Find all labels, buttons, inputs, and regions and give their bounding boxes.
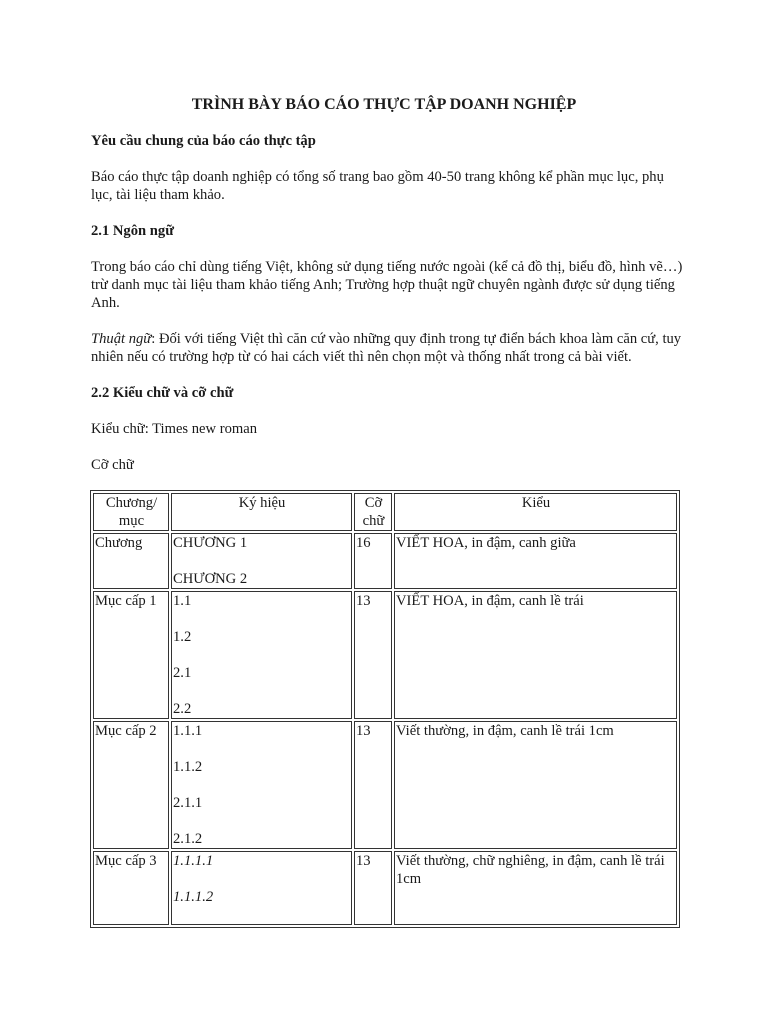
language-heading: 2.1 Ngôn ngữ — [91, 223, 174, 239]
term-label: Thuật ngữ — [91, 331, 152, 347]
row-symbol: 1.1 — [173, 593, 192, 609]
row-symbols — [171, 591, 352, 719]
row-symbol: 2.2 — [173, 701, 192, 717]
row-size: 16 — [354, 533, 392, 589]
font-heading: 2.2 Kiểu chữ và cỡ chữ — [91, 385, 234, 401]
row-style: Viết thường, in đậm, canh lề trái 1cm — [394, 721, 677, 849]
row-symbol: 2.1.1 — [173, 795, 203, 811]
row-style: VIẾT HOA, in đậm, canh lề trái — [394, 591, 677, 719]
row-size: 13 — [354, 851, 392, 925]
table-row — [93, 591, 677, 719]
row-size: 13 — [354, 721, 392, 849]
general-heading: Yêu cầu chung của báo cáo thực tập — [91, 133, 316, 149]
term-text: : Đối với tiếng Việt thì căn cứ vào những quy định trong tự điển bách khoa làm căn cứ, tuy nhiên nếu có trường hợp từ có hai cách viết thì nên chọn một và thống nhất trong cả bài viết. — [91, 331, 682, 365]
row-symbol: 1.1.1.2 — [173, 889, 214, 905]
row-symbol: 1.1.1 — [173, 723, 203, 739]
row-level: Mục cấp 1 — [93, 591, 169, 719]
row-symbols — [171, 721, 352, 849]
header-symbol: Ký hiệu — [171, 493, 352, 531]
row-symbol: CHƯƠNG 2 — [173, 571, 248, 587]
row-symbol: 1.2 — [173, 629, 192, 645]
table-row — [93, 533, 677, 589]
header-level: Chương/ mục — [93, 493, 169, 531]
row-symbols — [171, 533, 352, 589]
row-style: VIẾT HOA, in đậm, canh giữa — [394, 533, 677, 589]
font-size-label: Cỡ chữ — [91, 457, 134, 473]
header-style: Kiểu — [394, 493, 677, 531]
table-row — [93, 721, 677, 849]
general-paragraph: Báo cáo thực tập doanh nghiệp có tổng số trang bao gồm 40-50 trang không kể phần mục lục, phụ lục, tài liệu tham khảo. — [91, 169, 664, 203]
row-symbol: CHƯƠNG 1 — [173, 535, 248, 551]
row-level: Mục cấp 3 — [93, 851, 169, 925]
font-type-line: Kiểu chữ: Times new roman — [91, 421, 257, 437]
row-symbol: 1.1.1.1 — [173, 853, 214, 869]
row-size: 13 — [354, 591, 392, 719]
row-symbol: 1.1.2 — [173, 759, 203, 775]
language-paragraph: Trong báo cáo chỉ dùng tiếng Việt, không sử dụng tiếng nước ngoài (kể cả đồ thị, biểu đồ, hình vẽ…) trừ danh mục tài liệu tham khảo tiếng Anh; Trường hợp thuật ngữ chuyên ngành được sử dụng tiếng Anh. — [91, 259, 683, 311]
row-level: Mục cấp 2 — [93, 721, 169, 849]
row-style: Viết thường, chữ nghiêng, in đậm, canh lề trái 1cm — [394, 851, 677, 925]
table-row — [93, 851, 677, 925]
document-title: TRÌNH BÀY BÁO CÁO THỰC TẬP DOANH NGHIỆP — [191, 96, 577, 113]
table-header-row — [93, 493, 677, 531]
row-symbols — [171, 851, 352, 925]
term-paragraph — [91, 330, 683, 366]
row-symbol: 2.1 — [173, 665, 192, 681]
row-symbol: 2.1.2 — [173, 831, 203, 847]
row-level: Chương — [93, 533, 169, 589]
font-spec-table — [90, 490, 680, 928]
header-size: Cỡ chữ — [354, 493, 392, 531]
